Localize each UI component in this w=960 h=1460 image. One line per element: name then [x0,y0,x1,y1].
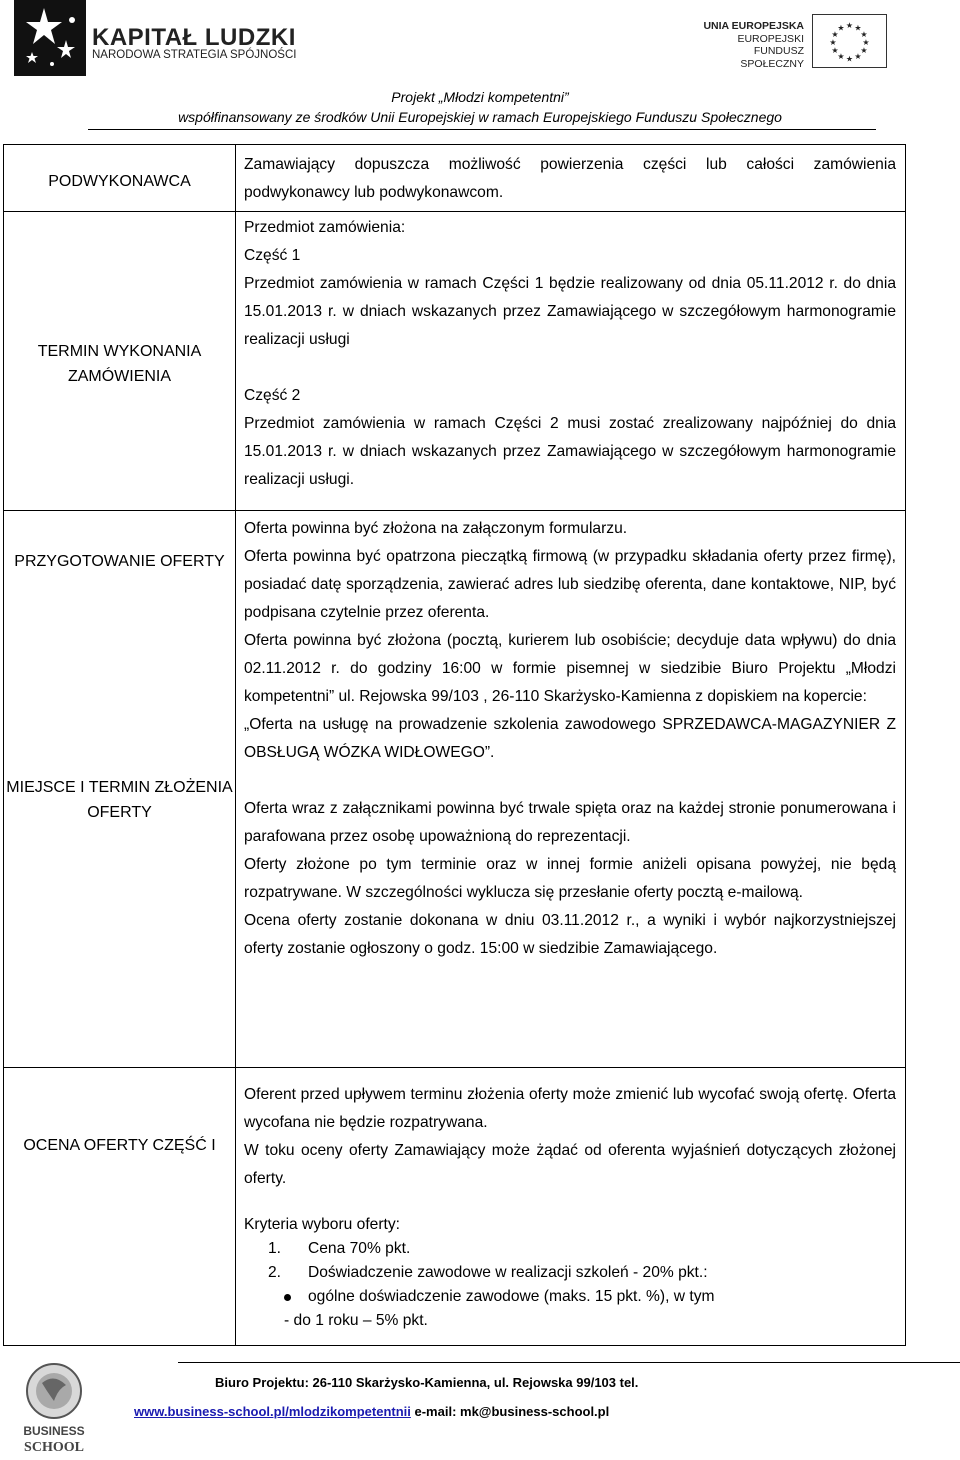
submission-p1: Oferta powinna być złożona (pocztą, kurierem lub osobiście; decyduje data wpływu) do dnia 02.11.2012 r. do godziny 16:00 w formie pisemnej w siedzibie Biuro Projektu „Młodzi kompetentni” ul. Rejowska 99/103 , 26-110 Skarżysko-Kamienna z dopiskiem na kopercie: [244,632,896,705]
subcontractor-text [244,151,896,207]
cofinance-note: współfinansowany ze środków Unii Europejskiej w ramach Europejskiego Funduszu Społecznego [178,109,782,125]
preparation-p2: Oferta powinna być opatrzona pieczątką firmową (w przypadku składania oferty przez firmę), posiadać datę sporządzenia, zawierać adres lub siedzibę oferenta, dane kontaktowe, NIP, być podpisana czytelnie przez oferenta. [244,548,896,621]
label-submission: MIEJSCE I TERMIN ZŁOŻENIA OFERTY [6,779,233,821]
criteria-item [244,1237,896,1261]
svg-text:★: ★ [831,30,839,39]
svg-text:★: ★ [860,30,868,39]
label-deadline: TERMIN WYKONANIA ZAMÓWIENIA [37,343,202,385]
business-school-logo [14,1359,94,1455]
criteria-title: Kryteria wyboru oferty: [244,1216,400,1233]
svg-text:★: ★ [845,21,854,30]
svg-text:★: ★ [854,52,862,61]
svg-text:★: ★ [831,46,839,55]
project-name: Projekt „Młodzi kompetentni” [391,89,569,105]
eu-caption-line1: UNIA EUROPEJSKA [703,20,804,32]
criteria-bullet-text: ogólne doświadczenie zawodowe (maks. 15 pkt. %), w tym [308,1288,715,1305]
svg-text:★: ★ [854,23,862,33]
svg-text:BUSINESS: BUSINESS [23,1424,85,1438]
label-preparation: PRZYGOTOWANIE OFERTY [14,553,225,570]
criteria-sub-text: - do 1 roku – 5% pkt. [284,1312,428,1329]
offer-terms-table [3,144,906,1346]
column-divider [235,145,236,1345]
evaluation-p2: W toku oceny oferty Zamawiający może żądać od oferenta wyjaśnień dotyczących złożonej oferty. [244,1142,896,1187]
subcontractor-paragraph: Zamawiający dopuszcza możliwość powierzenia części lub całości zamówienia podwykonawcy lub podwykonawcom. [244,156,896,201]
eu-flag-icon [812,14,887,68]
criteria-list [244,1237,896,1333]
preparation-p1: Oferta powinna być złożona na załączonym formularzu. [244,520,628,537]
svg-text:★: ★ [837,23,845,33]
eu-caption [700,20,804,70]
submission-p2: „Oferta na usługę na prowadzenie szkolenia zawodowego SPRZEDAWCA-MAGAZYNIER Z OBSŁUGĄ WÓZKA WIDŁOWEGO”. [244,716,896,761]
criteria-text: Doświadczenie zawodowe w realizacji szkoleń - 20% pkt.: [308,1264,708,1281]
part1-title: Część 1 [244,247,301,264]
preparation-submission-text [244,515,896,963]
submission-p4: Oferty złożone po tym terminie oraz w innej formie aniżeli opisana powyżej, nie będą rozpatrywane. W szczególności wyklucza się przesłanie oferty pocztą e-mailową. [244,856,896,901]
deadline-text [244,214,896,494]
row-divider [4,510,905,511]
row-divider [4,211,905,212]
svg-text:★: ★ [829,38,837,47]
row-divider [4,1067,905,1068]
criteria-number: 1. [268,1240,282,1257]
footer-contact [134,1404,609,1419]
footer-address: Biuro Projektu: 26-110 Skarżysko-Kamienna, ul. Rejowska 99/103 tel. [215,1375,639,1390]
header-divider [88,129,876,130]
evaluation-p1: Oferent przed upływem terminu złożenia oferty może zmienić lub wycofać swoją ofertę. Oferta wycofana nie będzie rozpatrywana. [244,1086,896,1131]
criteria-text: Cena 70% pkt. [308,1240,411,1257]
logo-title: KAPITAŁ LUDZKI [92,24,296,51]
part2-title: Część 2 [244,387,301,404]
criteria-subitem [244,1285,896,1309]
criteria-item [244,1261,896,1285]
deadline-intro: Przedmiot zamówienia: [244,219,406,236]
page-header [0,0,960,135]
label-evaluation: OCENA OFERTY CZĘŚĆ I [23,1137,216,1154]
logo-subtitle: NARODOWA STRATEGIA SPÓJNOŚCI [92,49,297,61]
svg-text:SCHOOL: SCHOOL [24,1440,84,1455]
svg-text:★: ★ [862,38,870,47]
part2-text: Przedmiot zamówienia w ramach Części 2 musi zostać zrealizowany najpóźniej do dnia 15.01.2013 r. w dniach wskazanych przez Zamawiającego w szczegółowym harmonogramie realizacji usługi. [244,415,896,488]
criteria-number: 2. [268,1264,282,1281]
part1-text: Przedmiot zamówienia w ramach Części 1 będzie realizowany od dnia 05.11.2012 r. do dnia 15.01.2013 r. w dniach wskazanych przez Zamawiającego w szczegółowym harmonogramie realizacji usługi [244,275,896,348]
eu-caption-line2: EUROPEJSKI [737,32,804,45]
criteria-subitem [244,1309,896,1333]
evaluation-text [244,1081,896,1333]
submission-p5: Ocena oferty zostanie dokonana w dniu 03.11.2012 r., a wyniki i wybór najkorzystniejszej oferty zostanie ogłoszony o godz. 15:00 w siedzibie Zamawiającego. [244,912,896,957]
website-link[interactable]: www.business-school.pl/mlodzikompetentnii [134,1404,411,1419]
svg-text:★: ★ [860,46,868,55]
bullet-icon [284,1294,291,1301]
eu-caption-line3: FUNDUSZ SPOŁECZNY [740,45,804,70]
footer-divider [178,1362,960,1363]
svg-text:★: ★ [845,54,854,64]
email-text: e-mail: mk@business-school.pl [410,1404,610,1419]
label-subcontractor: PODWYKONAWCA [48,173,191,190]
kapital-ludzki-logo [14,0,86,76]
submission-p3: Oferta wraz z załącznikami powinna być trwale spięta oraz na każdej stronie ponumerowana i parafowana przez osobę upoważnioną do reprezentacji. [244,800,896,845]
svg-text:★: ★ [837,52,845,61]
